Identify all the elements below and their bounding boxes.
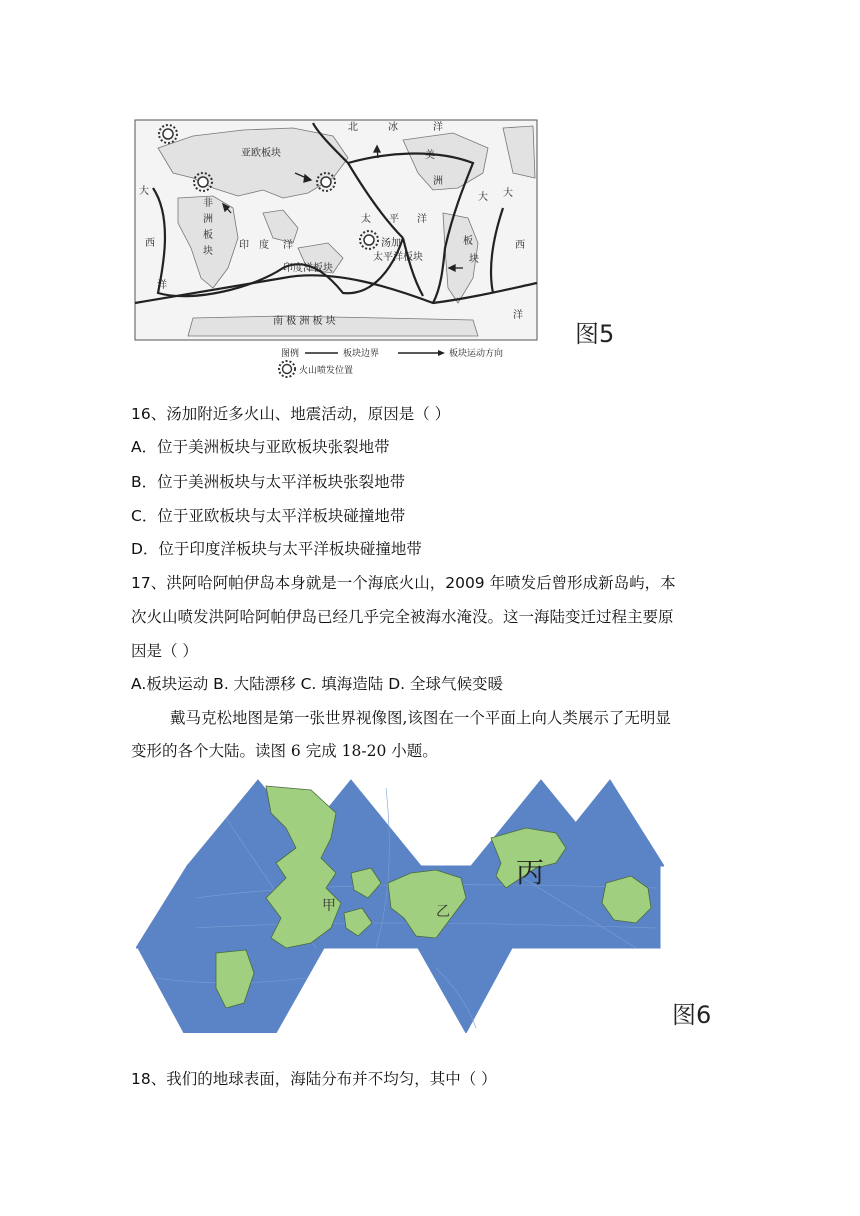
label-america-2: 洲 xyxy=(433,176,443,187)
question-16-option-c: C．位于亚欧板块与太平洋板块碰撞地带 xyxy=(131,507,406,525)
figure-5-caption: 图5 xyxy=(575,320,615,348)
question-17-line-1: 17、洪阿哈阿帕伊岛本身就是一个海底火山，2009 年喷发后曾形成新岛屿，本 xyxy=(131,574,676,592)
question-16-option-d: D．位于印度洋板块与太平洋板块碰撞地带 xyxy=(131,540,422,558)
label-tonga: 汤加 xyxy=(381,238,401,249)
label-indian-2: 度 xyxy=(259,240,269,251)
label-atlantic-e-3: 洋 xyxy=(513,310,523,321)
legend-direction: 板块运动方向 xyxy=(449,349,504,359)
label-pacific-2: 平 xyxy=(389,214,399,225)
label-atlantic-w-3: 洋 xyxy=(157,280,167,291)
label-antarctic-plate: 南 极 洲 板 块 xyxy=(273,316,336,327)
label-eurasian-plate: 亚欧板块 xyxy=(241,148,281,159)
label-africa-3: 板 xyxy=(203,230,213,241)
question-17-line-3: 因是（ ） xyxy=(131,642,198,660)
label-ban: 板 xyxy=(463,236,473,247)
legend-title: 图例 xyxy=(281,349,300,359)
figure-6-map xyxy=(136,778,664,1033)
legend-volcano: 火山喷发位置 xyxy=(299,366,354,376)
label-indian-1: 印 xyxy=(239,240,249,251)
question-16-option-b: B．位于美洲板块与太平洋板块张裂地带 xyxy=(131,473,406,491)
label-pacific-plate: 太平洋板块 xyxy=(373,252,423,263)
label-kuai: 块 xyxy=(469,254,479,265)
label-pacific-3: 洋 xyxy=(417,214,427,225)
question-16: 16、汤加附近多火山、地震活动，原因是（ ） xyxy=(131,405,451,423)
label-america-1: 美 xyxy=(425,150,435,161)
label-north-ice-1: 北 xyxy=(348,122,358,133)
label-bing: 丙 xyxy=(516,856,545,889)
label-yi: 乙 xyxy=(436,904,450,920)
label-north-ice-3: 洋 xyxy=(433,122,443,133)
label-atlantic-e-1: 大 xyxy=(503,188,513,199)
label-america-3: 大 xyxy=(478,192,488,203)
label-north-ice-2: 冰 xyxy=(388,122,398,133)
label-indian-3: 洋 xyxy=(283,240,293,251)
label-atlantic-e-2: 西 xyxy=(515,240,525,251)
question-17-options: A.板块运动 B. 大陆漂移 C. 填海造陆 D. 全球气候变暖 xyxy=(131,675,503,693)
label-africa-4: 块 xyxy=(203,246,213,257)
label-jia: 甲 xyxy=(322,898,336,914)
label-africa-2: 洲 xyxy=(203,214,213,225)
label-pacific-1: 太 xyxy=(361,214,371,225)
question-18: 18、我们的地球表面，海陆分布并不均匀，其中（ ） xyxy=(131,1070,497,1088)
question-17-line-2: 次火山喷发洪阿哈阿帕伊岛已经几乎完全被海水淹没。这一海陆变迁过程主要原 xyxy=(131,608,674,626)
question-16-option-a: A．位于美洲板块与亚欧板块张裂地带 xyxy=(131,438,390,456)
label-atlantic-w-1: 大 xyxy=(139,186,149,197)
intro-line-2: 变形的各个大陆。读图 6 完成 18-20 小题。 xyxy=(131,742,438,760)
figure-5-map xyxy=(133,118,539,383)
plate-map-svg xyxy=(133,118,539,383)
label-indian-plate: 印度洋板块 xyxy=(283,263,333,274)
label-atlantic-w-2: 西 xyxy=(145,238,155,249)
intro-line-1: 戴马克松地图是第一张世界视像图,该图在一个平面上向人类展示了无明显 xyxy=(170,709,671,727)
dymaxion-map-svg xyxy=(136,778,664,1033)
legend-boundary: 板块边界 xyxy=(343,349,380,359)
figure-6-caption: 图6 xyxy=(672,1001,712,1029)
label-africa-1: 非 xyxy=(203,198,213,209)
